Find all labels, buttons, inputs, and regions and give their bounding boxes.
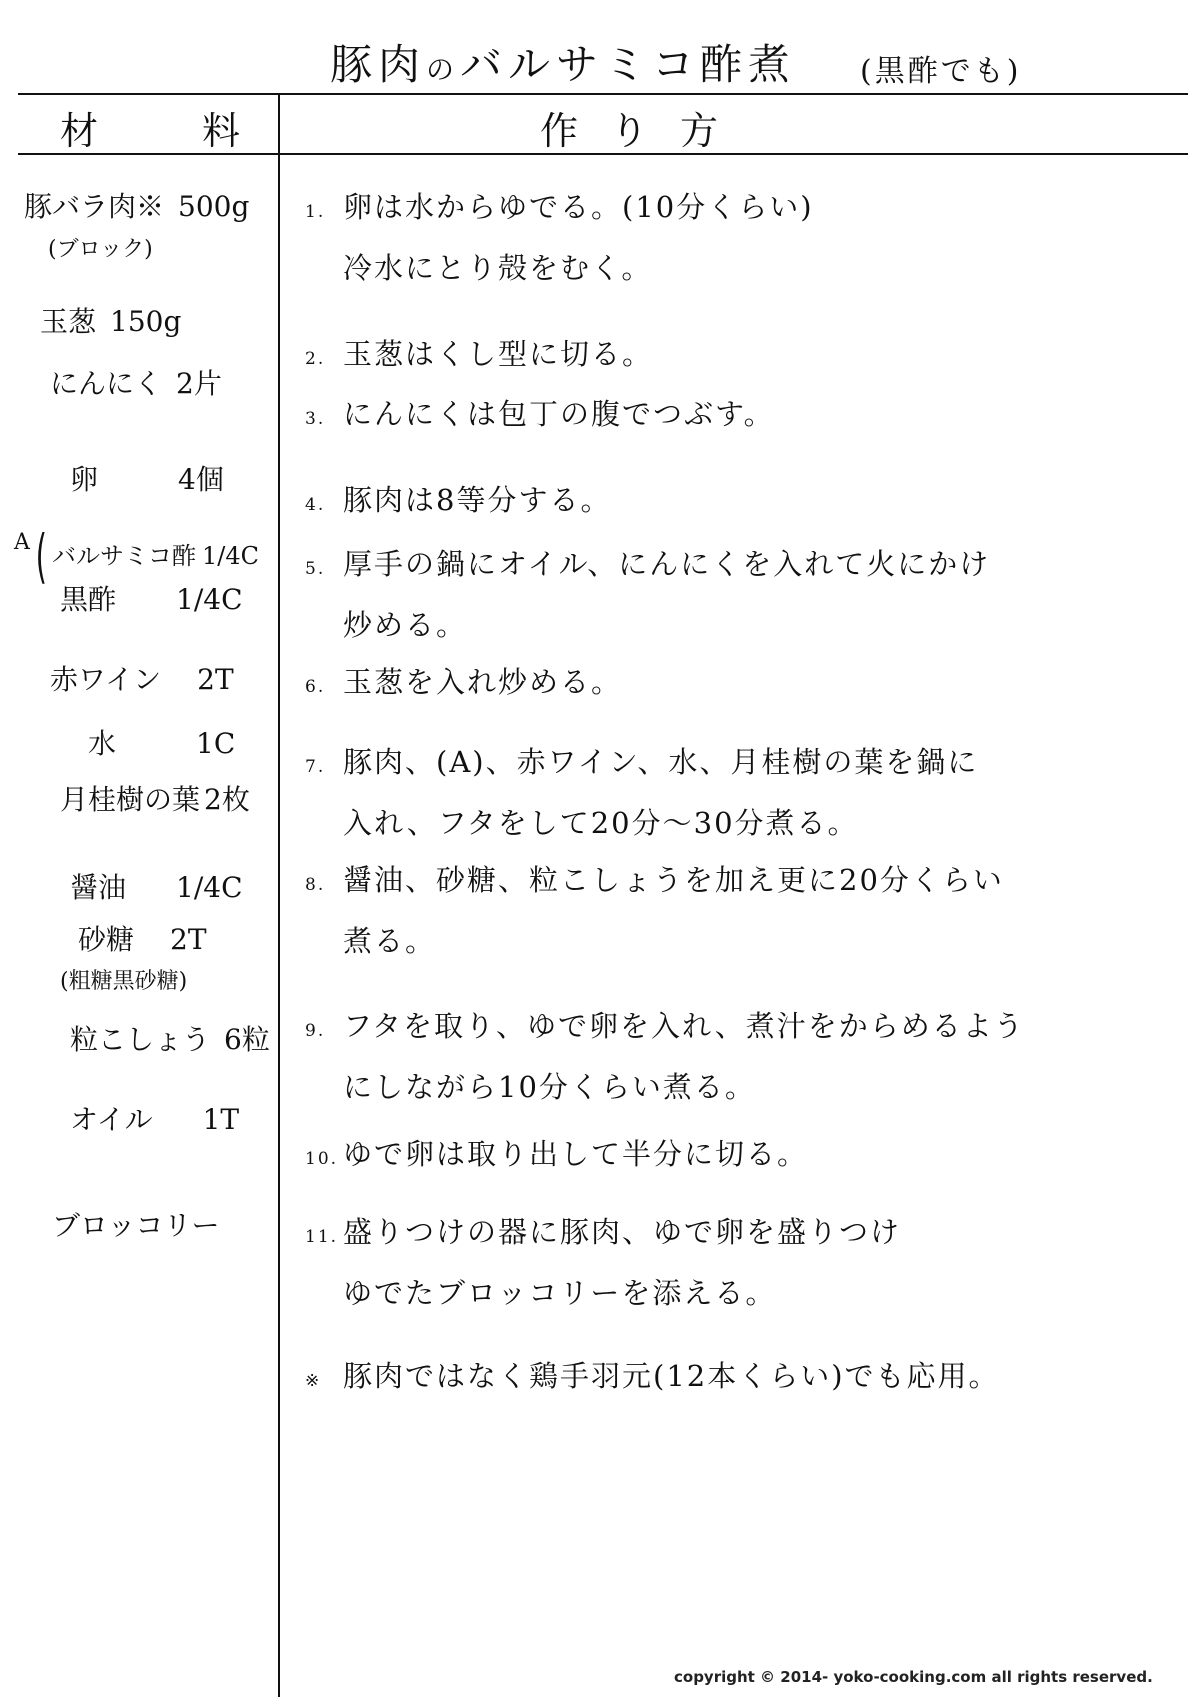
ingredient-qty: 4個 — [178, 463, 224, 496]
step-text: 玉葱を入れ炒める。 — [343, 665, 623, 699]
recipe-subtitle: (黒酢でも) — [860, 54, 1022, 89]
step-text-cont: 炒める。 — [343, 608, 468, 642]
ingredients-header-char1: 材 — [60, 109, 99, 153]
ingredient-note: (粗糖黒砂糖) — [60, 969, 188, 994]
ingredient-item — [40, 300, 181, 340]
ingredient-item — [70, 1098, 239, 1138]
ingredient-name: バルサミコ酢 — [52, 542, 196, 570]
ingredient-qty: 1/4C — [176, 583, 243, 616]
step-number: 2. — [305, 349, 326, 369]
step-6 — [305, 660, 622, 701]
ingredient-item — [50, 658, 234, 698]
ingredient-name: 卵 — [70, 463, 99, 496]
step-number: 10. — [305, 1149, 339, 1169]
step-text: 豚肉は8等分する。 — [343, 483, 612, 517]
step-text-cont: 煮る。 — [343, 924, 437, 958]
group-brace: ( — [35, 522, 47, 590]
step-text: 豚肉、(A)、赤ワイン、水、月桂樹の葉を鍋に — [343, 745, 979, 779]
step-5 — [305, 542, 990, 644]
step-number: 11. — [305, 1227, 339, 1247]
ingredient-name: にんにく — [50, 367, 163, 400]
step-7 — [305, 740, 978, 842]
step-number: 8. — [305, 875, 326, 895]
ingredient-name: 赤ワイン — [50, 663, 162, 696]
ingredient-name: オイル — [70, 1103, 153, 1136]
step-text: 豚肉ではなく鶏手羽元(12本くらい)でも応用。 — [343, 1359, 1000, 1393]
step-number: 5. — [305, 559, 326, 579]
step-text-cont: にしながら10分くらい煮る。 — [343, 1070, 756, 1104]
ingredient-name: 砂糖 — [78, 923, 135, 956]
step-text: 玉葱はくし型に切る。 — [343, 337, 654, 371]
step-text: 盛りつけの器に豚肉、ゆで卵を盛りつけ — [343, 1215, 902, 1249]
ingredient-item — [78, 918, 207, 958]
step-9 — [305, 1004, 1025, 1106]
ingredient-qty: 500g — [178, 190, 250, 223]
ingredient-item — [70, 458, 224, 498]
step-10 — [305, 1132, 808, 1173]
step-text: 厚手の鍋にオイル、にんにくを入れて火にかけ — [343, 547, 991, 581]
group-label-a: A — [14, 530, 30, 555]
step-text: 卵は水からゆでる。(10分くらい) — [343, 190, 814, 224]
ingredient-name: 玉葱 — [40, 305, 97, 338]
step-text: フタを取り、ゆで卵を入れ、煮汁をからめるよう — [343, 1009, 1025, 1043]
step-text-cont: 冷水にとり殻をむく。 — [343, 251, 653, 285]
step-4 — [305, 478, 611, 519]
step-number: 7. — [305, 757, 326, 777]
ingredients-header — [40, 100, 260, 155]
copyright-notice: copyright © 2014- yoko-cooking.com all rights reserved. — [674, 1668, 1153, 1686]
ingredient-item — [24, 185, 249, 225]
ingredient-qty: 150g — [110, 305, 182, 338]
title-row — [0, 18, 1200, 88]
step-number: 3. — [305, 409, 326, 429]
ingredient-name: ブロッコリー — [52, 1209, 220, 1242]
ingredient-qty: 1/4C — [176, 871, 243, 904]
ingredient-item — [60, 778, 250, 818]
ingredient-name: 醤油 — [70, 871, 127, 904]
step-11 — [305, 1210, 901, 1312]
step-note — [305, 1354, 1000, 1395]
step-text: ゆで卵は取り出して半分に切る。 — [343, 1137, 809, 1171]
ingredient-item — [60, 578, 243, 618]
step-text: 醤油、砂糖、粒こしょうを加え更に20分くらい — [343, 863, 1004, 897]
ingredient-name: 月桂樹の葉 — [60, 783, 201, 816]
ingredient-qty: 2T — [197, 663, 234, 696]
step-text: にんにくは包丁の腹でつぶす。 — [343, 397, 775, 431]
title-particle: の — [426, 53, 461, 86]
step-number: 9. — [305, 1021, 326, 1041]
ingredient-item — [70, 866, 243, 906]
step-8 — [305, 858, 1004, 960]
ingredients-header-char2: 料 — [201, 109, 240, 153]
step-text-cont: ゆでたブロッコリーを添える。 — [343, 1276, 777, 1310]
ingredient-qty: 2片 — [176, 367, 222, 400]
ingredient-item — [50, 362, 222, 402]
column-divider — [278, 95, 280, 1697]
step-2 — [305, 332, 653, 373]
step-1 — [305, 185, 814, 287]
ingredient-name: 豚バラ肉※ — [24, 190, 165, 223]
ingredient-qty: 1C — [196, 727, 236, 760]
ingredient-qty: 1T — [202, 1103, 240, 1136]
ingredient-note: (ブロック) — [48, 237, 153, 262]
recipe-title — [330, 32, 796, 92]
step-number: 6. — [305, 677, 326, 697]
ingredient-qty: 2T — [170, 923, 207, 956]
ingredient-name: 黒酢 — [60, 583, 117, 616]
table-top-rule — [18, 93, 1188, 95]
ingredient-name: 水 — [88, 727, 117, 760]
step-number: 1. — [305, 202, 326, 222]
step-text-cont: 入れ、フタをして20分〜30分煮る。 — [343, 806, 859, 840]
ingredient-qty: 6粒 — [224, 1023, 270, 1056]
step-number: ※ — [305, 1371, 322, 1391]
ingredient-item — [70, 1018, 270, 1058]
method-header: 作り方 — [540, 109, 751, 153]
title-rest: バルサミコ酢煮 — [460, 40, 797, 89]
ingredient-item — [88, 722, 235, 762]
ingredient-qty: 1/4C — [202, 542, 259, 570]
step-number: 4. — [305, 495, 326, 515]
step-3 — [305, 392, 775, 433]
ingredient-item — [52, 1204, 219, 1244]
ingredient-qty: 2枚 — [204, 783, 250, 816]
title-main: 豚肉 — [330, 40, 427, 89]
ingredient-name: 粒こしょう — [70, 1023, 211, 1056]
ingredient-item — [52, 536, 259, 571]
